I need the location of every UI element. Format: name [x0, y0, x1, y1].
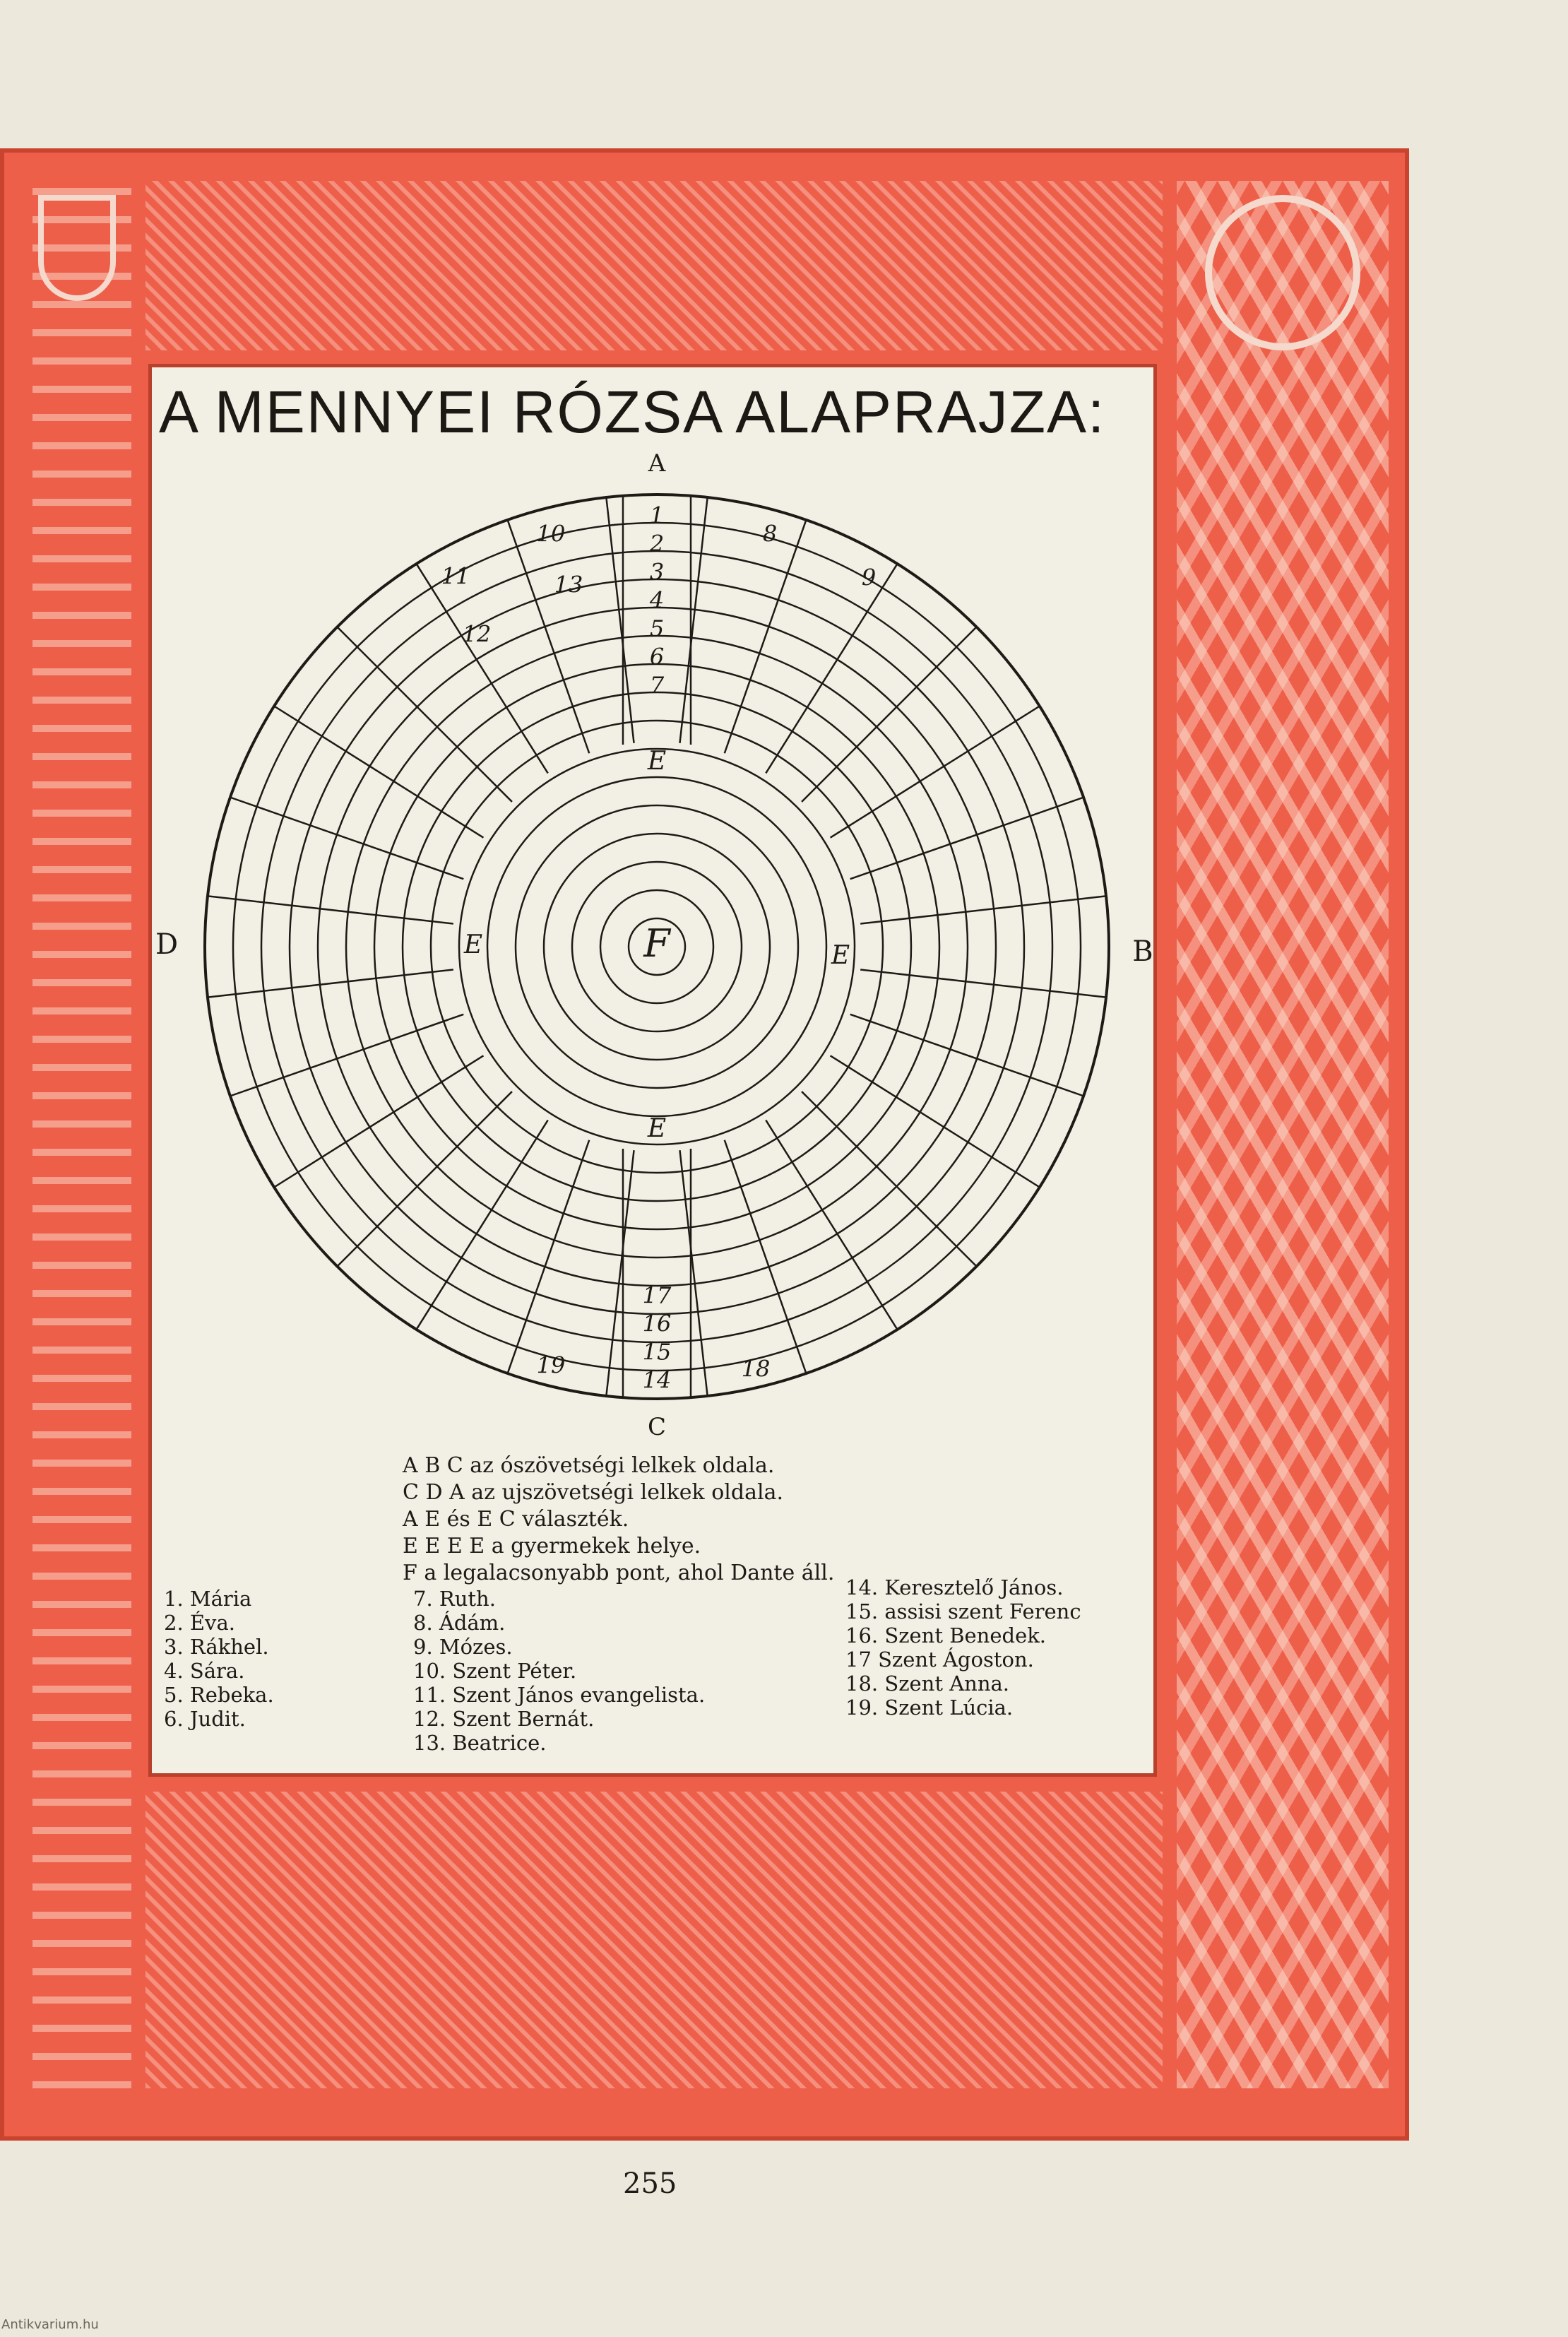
radial-line	[274, 1055, 483, 1187]
sector-label: 5	[649, 615, 665, 642]
sector-label: 15	[642, 1338, 672, 1366]
name-entry: 1. Mária	[164, 1587, 252, 1611]
legend-line: F a legalacsonyabb pont, ahol Dante áll.	[403, 1561, 835, 1585]
inner-label-e: E	[463, 930, 483, 959]
rose-labels	[155, 449, 1153, 1441]
radial-line	[208, 969, 453, 997]
name-entry: 10. Szent Péter.	[413, 1659, 577, 1683]
sector-label: 13	[554, 571, 583, 598]
sector-label: 19	[536, 1351, 566, 1379]
sector-label: 7	[649, 671, 665, 699]
name-entry: 19. Szent Lúcia.	[845, 1696, 1014, 1720]
radial-line	[766, 564, 897, 773]
watermark: Antikvarium.hu	[1, 2317, 99, 2332]
legend-line: E E E E a gyermekek helye.	[403, 1534, 701, 1558]
radial-line	[606, 1150, 634, 1396]
name-entry: 7. Ruth.	[413, 1587, 496, 1611]
name-entry: 15. assisi szent Ferenc	[845, 1599, 1081, 1623]
radial-line	[274, 706, 483, 837]
name-entry: 4. Sára.	[164, 1659, 245, 1683]
sector-label: 14	[642, 1366, 672, 1394]
medallion-portrait-icon	[1205, 195, 1360, 350]
compass-label-top: A	[648, 449, 666, 478]
compass-label-bottom: C	[647, 1413, 667, 1441]
name-entry: 6. Judit.	[164, 1707, 246, 1731]
rose-diagram	[141, 445, 1172, 1448]
sector-label: 16	[642, 1310, 672, 1337]
radial-line	[679, 1150, 707, 1396]
sector-label: 3	[649, 558, 665, 586]
sector-label: 6	[649, 643, 665, 670]
center-label: F	[643, 921, 670, 966]
inner-label-e: E	[647, 747, 667, 776]
frame-band-left	[32, 181, 131, 2088]
sector-label: 8	[762, 520, 778, 548]
radial-line	[208, 896, 453, 923]
radial-line	[679, 497, 707, 743]
radial-line	[606, 497, 634, 743]
name-entry: 5. Rebeka.	[164, 1683, 274, 1707]
frame-band-top	[145, 181, 1163, 350]
inner-label-e: E	[647, 1114, 667, 1143]
sector-label: 12	[462, 620, 492, 648]
legend-line: A E és E C választék.	[403, 1507, 629, 1532]
name-entry: 14. Keresztelő János.	[845, 1575, 1064, 1599]
page-title: A MENNYEI RÓZSA ALAPRAJZA:	[159, 379, 1106, 445]
name-entry: 8. Ádám.	[413, 1611, 506, 1635]
sector-label: 4	[649, 586, 665, 614]
sector-label: 9	[861, 564, 877, 591]
radial-line	[766, 1120, 897, 1330]
name-entry: 17 Szent Ágoston.	[845, 1647, 1034, 1672]
sector-label: 11	[441, 562, 470, 590]
name-entry: 11. Szent János evangelista.	[413, 1683, 706, 1707]
radial-line	[860, 969, 1106, 997]
name-entry: 12. Szent Bernát.	[413, 1707, 595, 1731]
sector-label: 1	[649, 502, 665, 529]
page-number: 255	[623, 2167, 677, 2200]
name-entry: 2. Éva.	[164, 1611, 235, 1635]
names-column-3	[845, 1575, 1081, 1720]
legend	[403, 1453, 834, 1587]
frame-band-bottom	[145, 1792, 1163, 2088]
radial-line	[860, 896, 1106, 923]
legend-line: C D A az ujszövetségi lelkek oldala.	[403, 1480, 783, 1505]
sector-label: 18	[741, 1355, 771, 1383]
sector-label: 2	[649, 530, 665, 557]
radial-line	[416, 1120, 547, 1330]
names-column-1	[164, 1587, 274, 1731]
names-column-2	[413, 1587, 705, 1755]
compass-label-right: B	[1132, 935, 1153, 968]
shield-icon	[38, 195, 116, 301]
radial-line	[831, 706, 1040, 837]
compass-label-left: D	[155, 928, 179, 961]
name-entry: 3. Rákhel.	[164, 1635, 269, 1659]
sector-label: 17	[642, 1282, 672, 1309]
name-entry: 18. Szent Anna.	[845, 1672, 1009, 1696]
inner-label-e: E	[831, 941, 850, 970]
name-entry: 13. Beatrice.	[413, 1731, 547, 1755]
legend-line: A B C az ószövetségi lelkek oldala.	[403, 1453, 775, 1478]
radial-line	[416, 564, 547, 773]
name-entry: 9. Mózes.	[413, 1635, 513, 1659]
frame-band-right	[1177, 181, 1389, 2088]
radial-line	[831, 1055, 1040, 1187]
sector-label: 10	[536, 520, 566, 548]
name-entry: 16. Szent Benedek.	[845, 1623, 1047, 1647]
